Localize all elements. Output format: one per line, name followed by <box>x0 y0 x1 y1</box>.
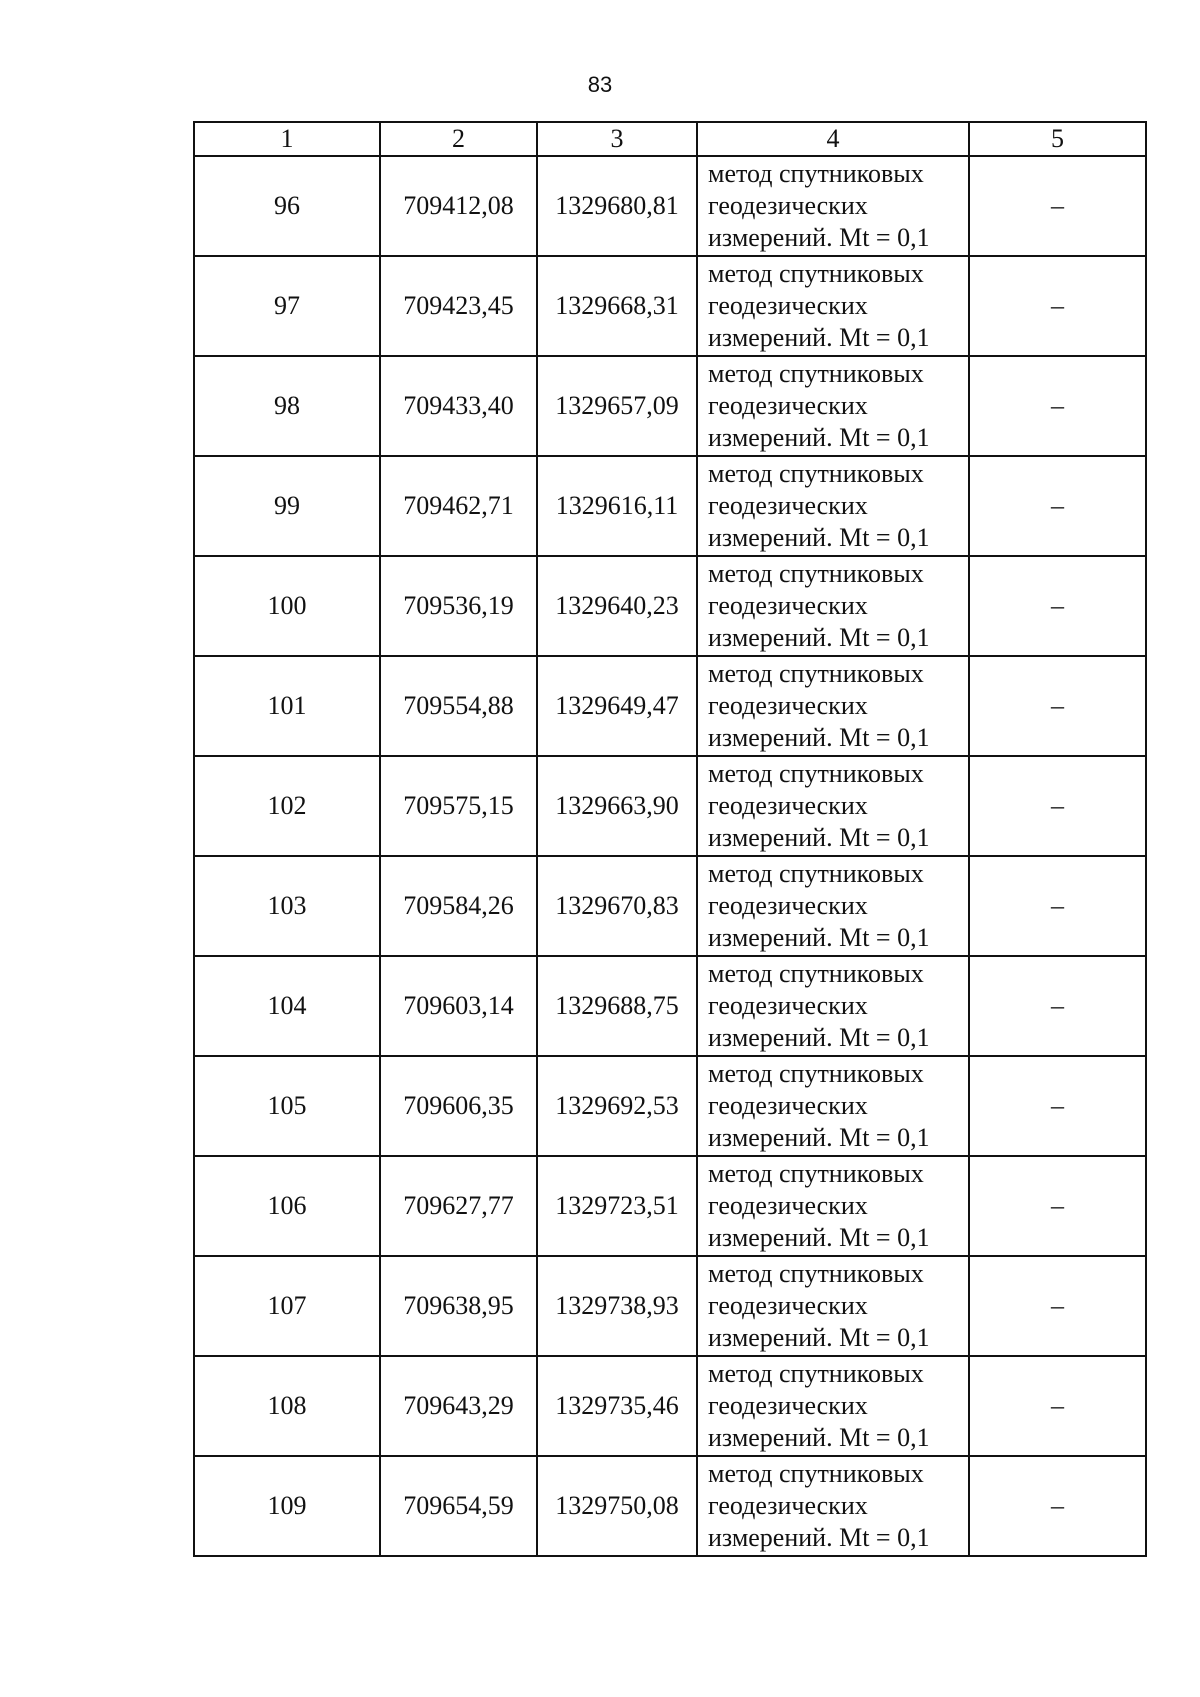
method-line-1: метод спутниковых <box>708 1359 924 1388</box>
method-line-2: геодезических <box>708 191 868 220</box>
method-cell <box>697 1256 969 1356</box>
method-cell <box>697 556 969 656</box>
y-coordinate-cell: 1329657,09 <box>537 356 697 456</box>
point-number-cell: 108 <box>194 1356 380 1456</box>
y-coordinate-cell: 1329688,75 <box>537 956 697 1056</box>
point-number-cell: 103 <box>194 856 380 956</box>
method-cell <box>697 456 969 556</box>
method-line-3: измерений. Mt = 0,1 <box>708 823 930 852</box>
y-coordinate-cell: 1329670,83 <box>537 856 697 956</box>
column-5-cell: – <box>969 556 1146 656</box>
method-cell <box>697 856 969 956</box>
method-cell <box>697 1456 969 1556</box>
method-line-1: метод спутниковых <box>708 1259 924 1288</box>
column-header-1: 1 <box>194 122 380 156</box>
column-5-cell: – <box>969 956 1146 1056</box>
method-line-2: геодезических <box>708 791 868 820</box>
column-5-cell: – <box>969 1456 1146 1556</box>
method-line-1: метод спутниковых <box>708 959 924 988</box>
method-line-3: измерений. Mt = 0,1 <box>708 1323 930 1352</box>
method-line-2: геодезических <box>708 1091 868 1120</box>
x-coordinate-cell: 709643,29 <box>380 1356 537 1456</box>
y-coordinate-cell: 1329750,08 <box>537 1456 697 1556</box>
y-coordinate-cell: 1329692,53 <box>537 1056 697 1156</box>
method-cell <box>697 956 969 1056</box>
page-number: 83 <box>587 72 613 97</box>
table-row <box>194 1156 1146 1256</box>
table-row <box>194 456 1146 556</box>
method-line-3: измерений. Mt = 0,1 <box>708 223 930 252</box>
column-header-2: 2 <box>380 122 537 156</box>
method-line-2: геодезических <box>708 991 868 1020</box>
method-line-2: геодезических <box>708 1291 868 1320</box>
method-line-1: метод спутниковых <box>708 259 924 288</box>
point-number-cell: 102 <box>194 756 380 856</box>
table-row <box>194 1456 1146 1556</box>
method-line-2: геодезических <box>708 491 868 520</box>
method-line-1: метод спутниковых <box>708 859 924 888</box>
column-5-cell: – <box>969 1156 1146 1256</box>
table-header-row <box>194 122 1146 156</box>
method-line-3: измерений. Mt = 0,1 <box>708 323 930 352</box>
method-cell <box>697 356 969 456</box>
table-row <box>194 1056 1146 1156</box>
column-5-cell: – <box>969 1256 1146 1356</box>
method-line-3: измерений. Mt = 0,1 <box>708 1123 930 1152</box>
method-line-1: метод спутниковых <box>708 159 924 188</box>
method-cell <box>697 256 969 356</box>
point-number-cell: 96 <box>194 156 380 256</box>
y-coordinate-cell: 1329738,93 <box>537 1256 697 1356</box>
x-coordinate-cell: 709575,15 <box>380 756 537 856</box>
method-line-3: измерений. Mt = 0,1 <box>708 1023 930 1052</box>
point-number-cell: 101 <box>194 656 380 756</box>
table-row <box>194 856 1146 956</box>
x-coordinate-cell: 709654,59 <box>380 1456 537 1556</box>
y-coordinate-cell: 1329649,47 <box>537 656 697 756</box>
column-5-cell: – <box>969 1356 1146 1456</box>
column-5-cell: – <box>969 1056 1146 1156</box>
method-line-3: измерений. Mt = 0,1 <box>708 423 930 452</box>
point-number-cell: 109 <box>194 1456 380 1556</box>
method-line-1: метод спутниковых <box>708 759 924 788</box>
method-cell <box>697 756 969 856</box>
point-number-cell: 97 <box>194 256 380 356</box>
column-5-cell: – <box>969 856 1146 956</box>
method-line-2: геодезических <box>708 1491 868 1520</box>
point-number-cell: 100 <box>194 556 380 656</box>
table-row <box>194 956 1146 1056</box>
method-line-3: измерений. Mt = 0,1 <box>708 623 930 652</box>
method-line-3: измерений. Mt = 0,1 <box>708 923 930 952</box>
y-coordinate-cell: 1329680,81 <box>537 156 697 256</box>
table-row <box>194 556 1146 656</box>
method-cell <box>697 1356 969 1456</box>
method-line-2: геодезических <box>708 1391 868 1420</box>
method-line-1: метод спутниковых <box>708 659 924 688</box>
table-row <box>194 1356 1146 1456</box>
table-row <box>194 256 1146 356</box>
column-5-cell: – <box>969 456 1146 556</box>
column-header-5: 5 <box>969 122 1146 156</box>
column-5-cell: – <box>969 656 1146 756</box>
x-coordinate-cell: 709606,35 <box>380 1056 537 1156</box>
table-row <box>194 756 1146 856</box>
table-row <box>194 656 1146 756</box>
method-line-1: метод спутниковых <box>708 559 924 588</box>
y-coordinate-cell: 1329663,90 <box>537 756 697 856</box>
point-number-cell: 106 <box>194 1156 380 1256</box>
x-coordinate-cell: 709638,95 <box>380 1256 537 1356</box>
point-number-cell: 98 <box>194 356 380 456</box>
method-line-1: метод спутниковых <box>708 1059 924 1088</box>
y-coordinate-cell: 1329668,31 <box>537 256 697 356</box>
column-header-3: 3 <box>537 122 697 156</box>
column-5-cell: – <box>969 256 1146 356</box>
method-line-2: геодезических <box>708 291 868 320</box>
y-coordinate-cell: 1329735,46 <box>537 1356 697 1456</box>
x-coordinate-cell: 709536,19 <box>380 556 537 656</box>
method-line-3: измерений. Mt = 0,1 <box>708 1523 930 1552</box>
method-line-1: метод спутниковых <box>708 459 924 488</box>
x-coordinate-cell: 709554,88 <box>380 656 537 756</box>
x-coordinate-cell: 709584,26 <box>380 856 537 956</box>
x-coordinate-cell: 709423,45 <box>380 256 537 356</box>
y-coordinate-cell: 1329616,11 <box>537 456 697 556</box>
method-line-3: измерений. Mt = 0,1 <box>708 1223 930 1252</box>
y-coordinate-cell: 1329640,23 <box>537 556 697 656</box>
column-header-4: 4 <box>697 122 969 156</box>
method-line-2: геодезических <box>708 1191 868 1220</box>
method-cell <box>697 1056 969 1156</box>
table-body <box>194 156 1146 1556</box>
method-cell <box>697 656 969 756</box>
method-line-1: метод спутниковых <box>708 1459 924 1488</box>
x-coordinate-cell: 709603,14 <box>380 956 537 1056</box>
method-line-2: геодезических <box>708 691 868 720</box>
x-coordinate-cell: 709462,71 <box>380 456 537 556</box>
method-line-2: геодезических <box>708 391 868 420</box>
method-line-2: геодезических <box>708 891 868 920</box>
x-coordinate-cell: 709433,40 <box>380 356 537 456</box>
point-number-cell: 107 <box>194 1256 380 1356</box>
x-coordinate-cell: 709627,77 <box>380 1156 537 1256</box>
point-number-cell: 99 <box>194 456 380 556</box>
table-row <box>194 1256 1146 1356</box>
column-5-cell: – <box>969 156 1146 256</box>
method-cell <box>697 156 969 256</box>
point-number-cell: 105 <box>194 1056 380 1156</box>
method-line-3: измерений. Mt = 0,1 <box>708 523 930 552</box>
method-line-2: геодезических <box>708 591 868 620</box>
method-line-3: измерений. Mt = 0,1 <box>708 1423 930 1452</box>
coordinates-table <box>193 121 1147 1557</box>
point-number-cell: 104 <box>194 956 380 1056</box>
table-row <box>194 356 1146 456</box>
method-line-3: измерений. Mt = 0,1 <box>708 723 930 752</box>
x-coordinate-cell: 709412,08 <box>380 156 537 256</box>
method-line-1: метод спутниковых <box>708 1159 924 1188</box>
y-coordinate-cell: 1329723,51 <box>537 1156 697 1256</box>
method-line-1: метод спутниковых <box>708 359 924 388</box>
table-row <box>194 156 1146 256</box>
column-5-cell: – <box>969 756 1146 856</box>
method-cell <box>697 1156 969 1256</box>
column-5-cell: – <box>969 356 1146 456</box>
